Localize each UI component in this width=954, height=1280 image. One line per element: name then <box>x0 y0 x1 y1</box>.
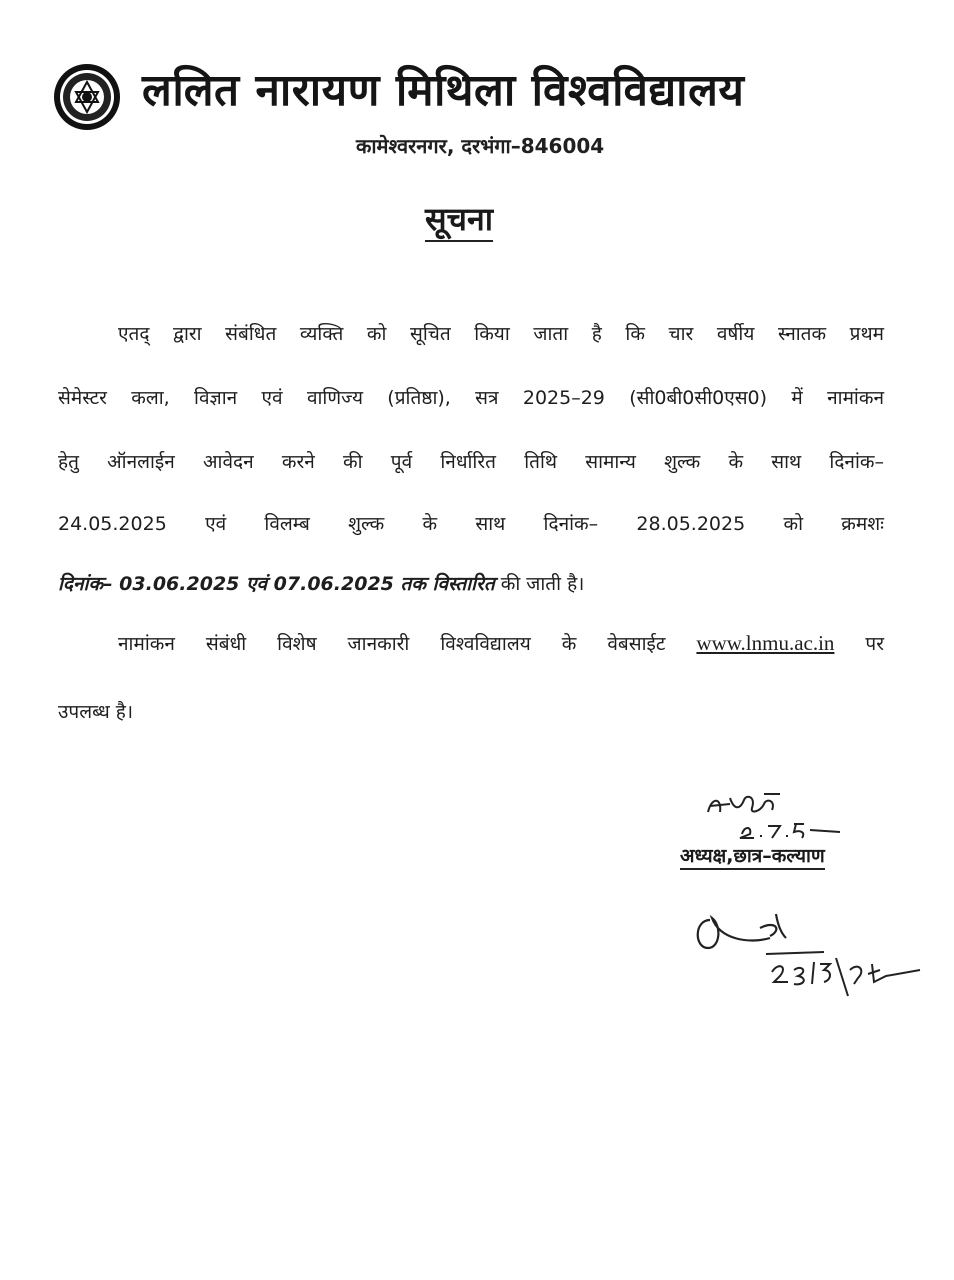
extended-dates: दिनांक– 03.06.2025 एवं 07.06.2025 तक विस्तारित <box>58 573 495 595</box>
para2-line2: उपलब्ध है। <box>58 701 134 723</box>
para1-line4: 24.05.2025 एवं विलम्ब शुल्क के साथ दिनांक– 28.05.2025 को क्रमशः <box>58 513 884 535</box>
university-address: कामेश्वरनगर, दरभंगा–846004 <box>356 134 605 158</box>
para2-text: नामांकन संबंधी विशेष जानकारी विश्वविद्यालय के वेबसाईट <box>118 633 697 655</box>
signatory-designation: अध्यक्ष,छात्र–कल्याण <box>680 844 825 870</box>
para1-line5 <box>58 570 884 596</box>
para1-line3: हेतु ऑनलाईन आवेदन करने की पूर्व निर्धारित तिथि सामान्य शुल्क के साथ दिनांक– <box>58 451 884 473</box>
university-emblem-icon <box>52 62 122 132</box>
website-link[interactable]: www.lnmu.ac.in <box>696 631 835 655</box>
handwritten-signature-2 <box>690 900 930 1010</box>
university-name: ललित नारायण मिथिला विश्वविद्यालय <box>142 65 745 116</box>
para1-line1: एतद् द्वारा संबंधित व्यक्ति को सूचित किया जाता है कि चार वर्षीय स्नातक प्रथम <box>118 323 884 345</box>
notice-title: सूचना <box>425 198 493 242</box>
para1-line5-rest: की जाती है। <box>494 573 585 595</box>
para2-end: पर <box>834 633 884 655</box>
handwritten-signature-1 <box>700 790 850 842</box>
para1-line2: सेमेस्टर कला, विज्ञान एवं वाणिज्य (प्रतिष्ठा), सत्र 2025–29 (सी0बी0सी0एस0) में नामांकन <box>58 387 884 409</box>
para2-line1 <box>58 630 884 656</box>
